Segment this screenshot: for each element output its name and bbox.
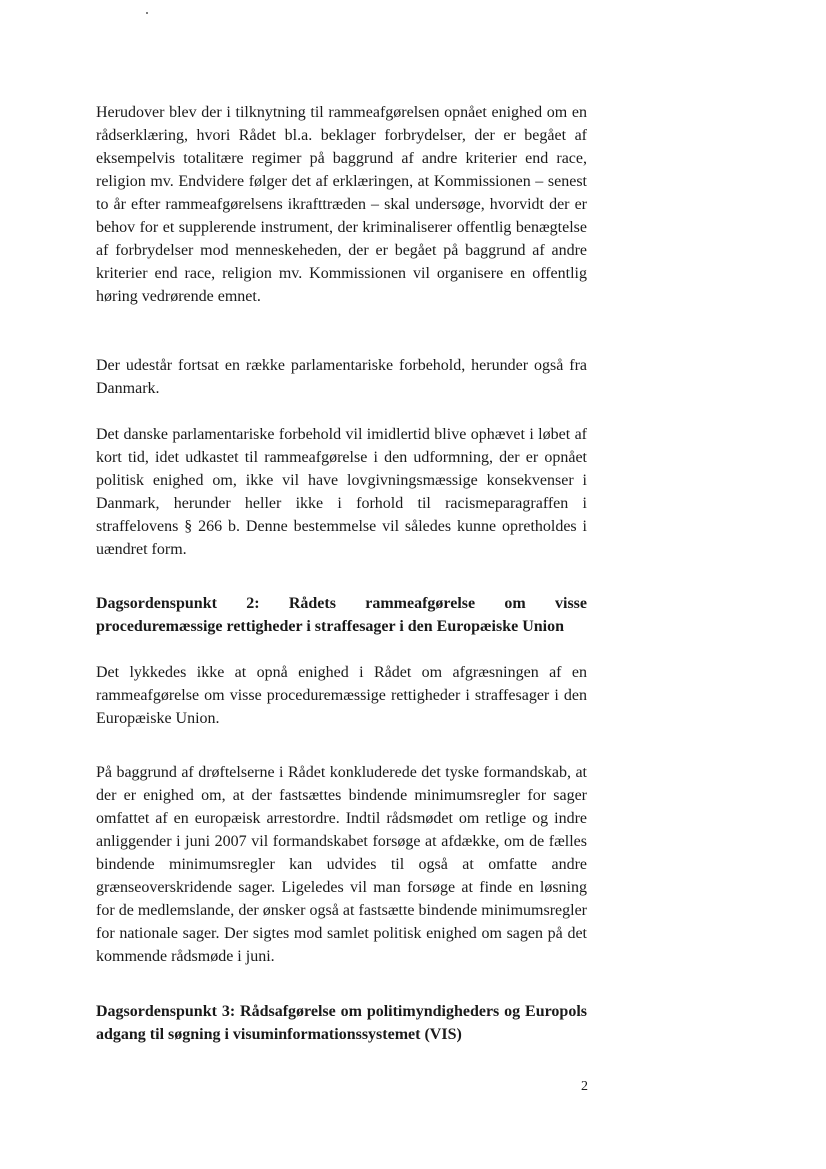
scan-speck xyxy=(146,12,148,14)
paragraph-framework-declaration: Herudover blev der i tilknytning til rammeafgørelsen opnået enighed om en rådserklæring, hvori Rådet bl.a. beklager forbrydelser, der er begået af eksempelvis totalitære regimer på baggrund af andre kriterier end race, religion mv. Endvidere følger det af erklæringen, at Kommissionen – senest to år efter rammeafgørelsens ikrafttræden – skal undersøge, hvorvidt der er behov for et supplerende instrument, der kriminaliserer offentlig benægtelse af forbrydelser mod menneskeheden, der er begået på baggrund af andre kriterier end race, religion mv. Kommissionen vil organisere en offentlig høring vedrørende emnet. xyxy=(96,104,587,305)
paragraph-no-agreement: Det lykkedes ikke at opnå enighed i Rådet om afgræsningen af en rammeafgørelse om visse proceduremæssige rettigheder i straffesager i den Europæiske Union. xyxy=(96,664,587,727)
heading-agenda-item-2: Dagsordenspunkt 2: Rådets rammeafgørelse om visse proceduremæssige rettigheder i straffesager i den Europæiske Union xyxy=(96,595,587,635)
paragraph-german-presidency: På baggrund af drøftelserne i Rådet konkluderede det tyske formandskab, at der er enighed om, at der fastsættes bindende minimumsregler for sager omfattet af en europæisk arrestordre. Indtil rådsmødet om retlige og indre anliggender i juni 2007 vil formandskabet forsøge at afdække, om de fælles bindende minimumsregler kan udvides til også at omfatte andre grænseoverskridende sager. Ligeledes vil man forsøge at finde en løsning for de medlemslande, der ønsker også at fastsætte bindende minimumsregler for nationale sager. Der sigtes mod samlet politisk enighed om sagen på det kommende rådsmøde i juni. xyxy=(96,764,587,965)
paragraph-parliamentary-reservations: Der udestår fortsat en række parlamentariske forbehold, herunder også fra Danmark. xyxy=(96,357,587,397)
page-number: 2 xyxy=(581,1079,588,1094)
heading-agenda-item-3: Dagsordenspunkt 3: Rådsafgørelse om politimyndigheders og Europols adgang til søgning i visuminformationssystemet (VIS) xyxy=(96,1003,587,1043)
paragraph-danish-reservation: Det danske parlamentariske forbehold vil imidlertid blive ophævet i løbet af kort tid, idet udkastet til rammeafgørelse i den udformning, der er opnået politisk enighed om, ikke vil have lovgivningsmæssige konsekvenser i Danmark, herunder heller ikke i forhold til racismeparagraffen i straffelovens § 266 b. Denne bestemmelse vil således kunne opretholdes i uændret form. xyxy=(96,426,587,558)
